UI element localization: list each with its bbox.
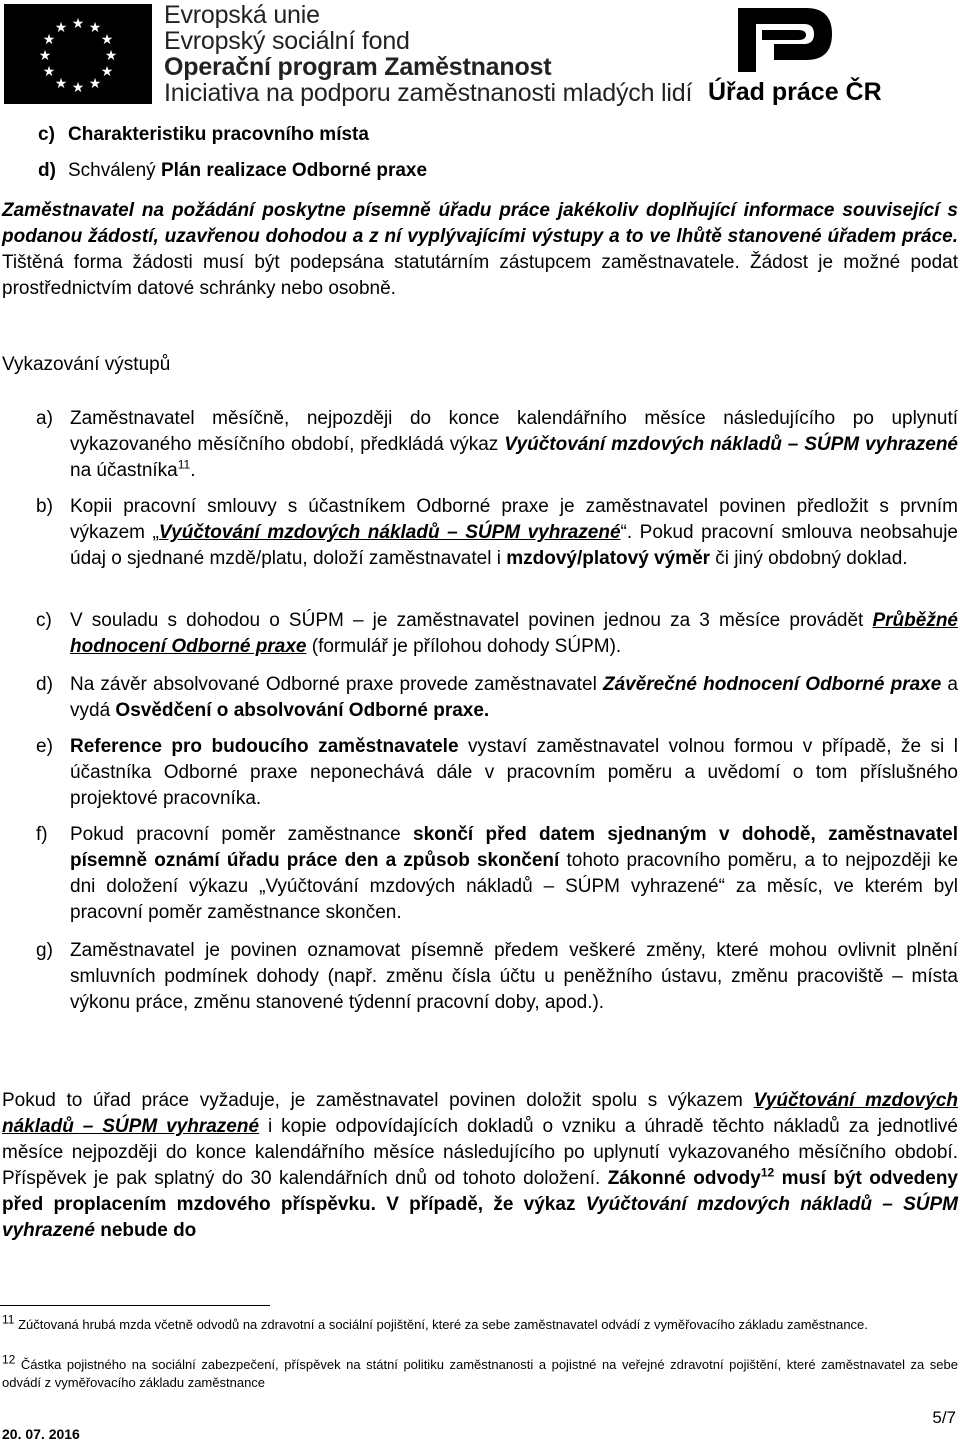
closing-text: i kopie odpovídajících dokladů o vzniku a úhradě těchto nákladů za jednotlivé měsíce nejpozději do konce kalendářního měsíce následujícího po uplynutí vykazovaného měsíčního období. Příspěvek je pak splatný do 30 kalendářních dnů od tohoto doložení.: [2, 1116, 958, 1189]
item-text-part: “. Pokud pracovní smlouva neobsahuje údaj o sjednané mzdě/platu, doloží zaměstnavatel i: [70, 522, 958, 569]
item-emphasis: Závěrečné hodnocení Odborné praxe: [602, 674, 942, 695]
output-item-d: [36, 672, 958, 724]
closing-bold: nebude do: [94, 1220, 197, 1241]
item-label: d): [36, 674, 53, 695]
item-text: [70, 608, 958, 660]
svg-text:★: ★: [104, 48, 118, 64]
header-line-esf: Evropský sociální fond: [164, 27, 410, 55]
svg-text:★: ★: [88, 76, 102, 92]
item-bold: skončí před datem sjednaným v dohodě, zaměstnavatel písemně oznámí úřadu práce den a způsob skončení: [70, 824, 958, 871]
item-label: g): [36, 940, 53, 961]
page-number: 5/7: [932, 1408, 956, 1427]
header-title-block: [164, 2, 692, 106]
list-item-text: Schválený: [68, 160, 161, 181]
svg-text:★: ★: [100, 64, 114, 80]
closing-emphasis: Vyúčtování mzdových nákladů – SÚPM vyhrazené: [2, 1194, 958, 1241]
item-text: [70, 734, 958, 812]
item-emphasis: Průběžné hodnocení Odborné praxe: [70, 610, 958, 657]
svg-text:★: ★: [88, 20, 102, 36]
svg-text:★: ★: [42, 64, 56, 80]
eu-stars-icon: [4, 4, 152, 104]
item-text: [70, 822, 958, 926]
item-label: e): [36, 736, 53, 757]
closing-emphasis: Vyúčtování mzdových nákladů – SÚPM vyhrazené: [2, 1090, 958, 1137]
item-label: f): [36, 824, 48, 845]
header-line-op: Operační program Zaměstnanost: [164, 53, 552, 81]
page-header: [0, 0, 960, 110]
list-item-text-bold: Plán realizace Odborné praxe: [160, 160, 428, 181]
svg-text:★: ★: [54, 20, 68, 36]
urad-prace-logo: [706, 4, 882, 108]
closing-text: Pokud to úřad práce vyžaduje, je zaměstnavatel povinen doložit spolu s výkazem: [2, 1090, 754, 1111]
svg-text:★: ★: [42, 32, 56, 48]
urad-prace-logo-text: Úřad práce ČR: [708, 78, 882, 106]
footnote-text: Částka pojistného na sociální zabezpečení, příspěvek na státní politiku zaměstnanosti a pojistné na veřejné zdravotní pojištění, které zaměstnavatel za sebe odvádí z vyměřovacího základu zaměstnance: [2, 1357, 958, 1390]
item-bold: Reference pro budoucího zaměstnavatele: [70, 736, 459, 757]
section-heading: Vykazování výstupů: [2, 354, 171, 375]
svg-text:★: ★: [100, 32, 114, 48]
list-item-c: [38, 124, 369, 146]
output-item-f: [36, 822, 958, 926]
item-text-part: tohoto pracovního poměru, a to nejpozději ke dni doložení výkazu „Vyúčtování mzdových nákladů – SÚPM vyhrazené“ za měsíc, ve kterém byl pracovní poměr zaměstnance skončen.: [70, 850, 959, 923]
header-line-eu: Evropská unie: [164, 1, 320, 29]
intro-text: Tištěná forma žádosti musí být podepsána statutárním zástupcem zaměstnavatele. Žádost je možné podat prostřednictvím datové schránky nebo osobně.: [2, 252, 958, 299]
closing-bold: Zákonné odvody: [607, 1168, 761, 1189]
item-text-part: .: [190, 460, 196, 481]
output-item-g: [36, 938, 958, 1016]
item-text-part: Zaměstnavatel měsíčně, nejpozději do konce kalendářního měsíce následujícího po uplynutí vykazovaného měsíčního období, předkládá výkaz: [70, 408, 958, 455]
output-item-e: [36, 734, 958, 812]
list-item-label: d): [38, 160, 56, 181]
intro-paragraph: [2, 198, 958, 302]
item-text-part: V souladu s dohodou o SÚPM – je zaměstnavatel povinen jednou za 3 měsíce provádět: [70, 610, 873, 631]
output-item-a: [36, 406, 958, 484]
list-item-label: c): [38, 124, 55, 145]
item-text-part: Na závěr absolvované Odborné praxe provede zaměstnavatel: [70, 674, 603, 695]
svg-text:★: ★: [38, 48, 52, 64]
item-emphasis: Vyúčtování mzdových nákladů – SÚPM vyhrazené: [158, 522, 621, 543]
footnote-ref: 12: [760, 1165, 775, 1180]
footer-date: 20. 07. 2016: [2, 1426, 80, 1442]
item-label: b): [36, 496, 53, 517]
item-text-part: Pokud pracovní poměr zaměstnance: [70, 824, 413, 845]
footnote-divider: [0, 1305, 270, 1306]
list-item-text: Charakteristiku pracovního místa: [68, 124, 369, 145]
item-text-part: na účastníka: [70, 460, 178, 481]
item-label: a): [36, 408, 53, 429]
item-text-part: vystaví zaměstnavatel volnou formou v případě, že si l účastníka Odborné praxe neponechává dále v pracovním poměru a uvědomí o tom příslušného projektové pracovníka.: [70, 736, 958, 809]
item-text-part: Kopii pracovní smlouvy s účastníkem Odborné praxe je zaměstnavatel povinen předložit s prvním výkazem „: [70, 496, 958, 543]
svg-text:★: ★: [71, 16, 85, 32]
footnote-11: [2, 1312, 958, 1334]
output-item-c: [36, 608, 958, 660]
item-text: [70, 494, 958, 572]
svg-text:★: ★: [54, 76, 68, 92]
intro-bold-text: Zaměstnavatel na požádání poskytne písemně úřadu práce jakékoliv doplňující informace související s podanou žádostí, uzavřenou dohodou a z ní vyplývajícími výstupy a to ve lhůtě stanovené úřadem práce.: [2, 200, 958, 247]
item-text: Zaměstnavatel je povinen oznamovat písemně předem veškeré změny, které mohou ovlivnit plnění smluvních podmínek dohody (např. změnu čísla účtu u peněžního ústavu, změnu pracoviště – místa výkonu práce, změnu stanovené týdenní pracovní doby, apod.).: [70, 940, 958, 1013]
item-text: [70, 406, 958, 484]
item-text: [70, 672, 958, 724]
list-item-d: [38, 160, 427, 182]
item-bold: mzdový/platový výměr: [506, 548, 711, 569]
item-emphasis: Vyúčtování mzdových nákladů – SÚPM vyhrazené: [504, 434, 958, 455]
eu-flag-logo: [4, 4, 152, 104]
footnote-12: [2, 1352, 958, 1392]
footnote-text: Zúčtovaná hrubá mzda včetně odvodů na zdravotní a sociální pojištění, které za sebe zaměstnavatel odvádí z vyměřovacího základu zaměstnance.: [14, 1317, 868, 1332]
footnote-ref: 11: [177, 457, 191, 472]
urad-prace-mark-icon: [728, 4, 838, 76]
output-item-b: [36, 494, 958, 572]
closing-bold: musí být odvedeny před proplacením mzdového příspěvku. V případě, že výkaz: [2, 1168, 959, 1215]
item-text-part: a vydá: [70, 674, 958, 721]
closing-paragraph: [2, 1088, 958, 1244]
item-text-part: (formulář je přílohou dohody SÚPM).: [306, 636, 622, 657]
item-bold: Osvědčení o absolvování Odborné praxe.: [115, 700, 490, 721]
item-text-part: či jiný obdobný doklad.: [710, 548, 908, 569]
footnote-number: 12: [2, 1352, 16, 1367]
footnote-number: 11: [2, 1312, 15, 1327]
item-label: c): [36, 610, 52, 631]
header-line-initiative: Iniciativa na podporu zaměstnanosti mladých lidí: [164, 79, 693, 107]
svg-text:★: ★: [71, 80, 85, 96]
